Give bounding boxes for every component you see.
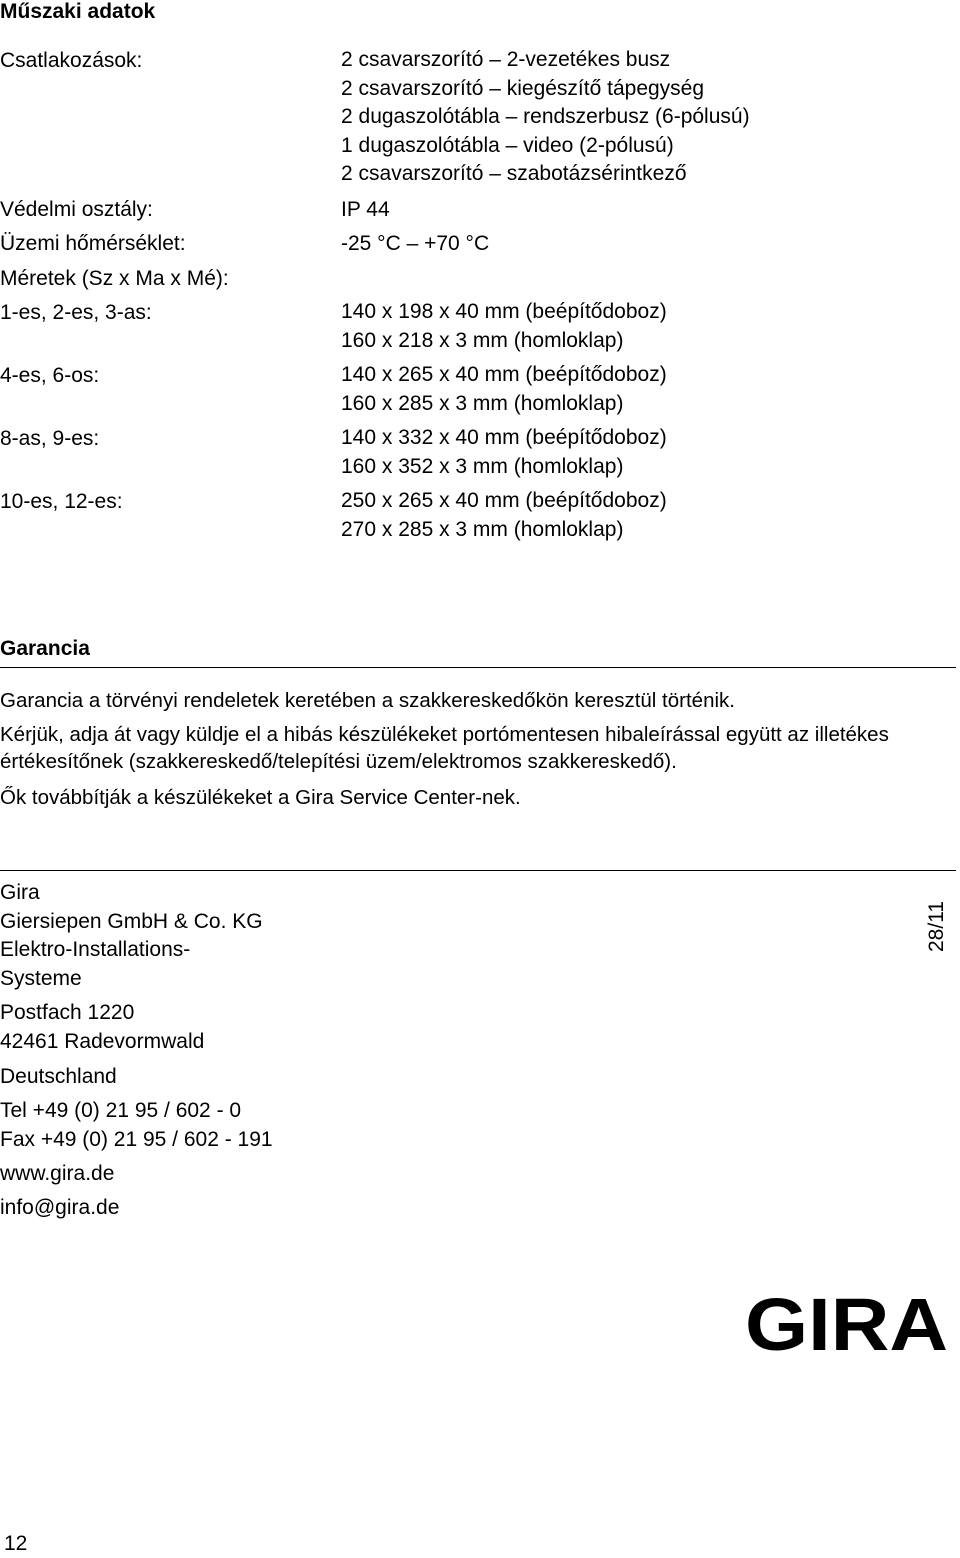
- dimension-line: 160 x 352 x 3 mm (homloklap): [341, 454, 624, 478]
- postal-block: [0, 999, 204, 1056]
- connection-item: 2 dugaszolótábla – rendszerbusz (6-pólusú): [341, 105, 750, 128]
- protection-value: IP 44: [341, 198, 390, 221]
- dimension-line: 160 x 218 x 3 mm (homloklap): [341, 328, 624, 352]
- document-code: 28/11: [925, 901, 948, 952]
- warranty-paragraph: Ők továbbítják a készülékeket a Gira Service Center-nek.: [0, 786, 521, 809]
- dimension-group-label: 10-es, 12-es:: [0, 490, 123, 513]
- postal-line: Postfach 1220: [0, 1001, 135, 1024]
- email-link[interactable]: info@gira.de: [0, 1196, 120, 1219]
- dimension-line: 270 x 285 x 3 mm (homloklap): [341, 517, 624, 541]
- page-number: 12: [4, 1532, 28, 1555]
- warranty-divider: [0, 667, 956, 668]
- company-line: Elektro-Installations-: [0, 938, 191, 961]
- dimension-group-values: [341, 424, 667, 481]
- connections-label: Csatlakozások:: [0, 49, 143, 72]
- logo-text: GIRA: [745, 1292, 948, 1354]
- country: Deutschland: [0, 1065, 117, 1088]
- dimension-group-values: [341, 487, 667, 544]
- warranty-paragraph: Garancia a törvényi rendeletek keretében a szakkereskedőkön keresztül történik.: [0, 689, 735, 712]
- connection-item: 1 dugaszolótábla – video (2-pólusú): [341, 133, 674, 157]
- temperature-label: Üzemi hőmérséklet:: [0, 232, 186, 255]
- dimension-line: 140 x 332 x 40 mm (beépítődoboz): [341, 426, 667, 449]
- temperature-value: -25 °C – +70 °C: [341, 232, 490, 255]
- warranty-paragraph: Kérjük, adja át vagy küldje el a hibás készülékeket portómentesen hibaleírással együtt az illetékes értékesítőnek (szakkereskedő/telepítési üzem/elektromos szakkereskedő).: [0, 723, 889, 773]
- company-line: Giersiepen GmbH & Co. KG: [0, 909, 263, 933]
- dimension-line: 250 x 265 x 40 mm (beépítődoboz): [341, 489, 667, 512]
- protection-label: Védelmi osztály:: [0, 198, 153, 221]
- dimension-group-label: 8-as, 9-es:: [0, 427, 100, 450]
- connection-item: 2 csavarszorító – szabotázsérintkező: [341, 162, 687, 185]
- company-block: [0, 879, 263, 993]
- dimension-group-label: 4-es, 6-os:: [0, 364, 100, 387]
- company-line: Systeme: [0, 966, 82, 990]
- connection-item: 2 csavarszorító – 2-vezetékes busz: [341, 48, 671, 71]
- gira-logo: [745, 1292, 950, 1354]
- connections-list: [341, 46, 750, 189]
- warranty-title: Garancia: [0, 637, 90, 660]
- phone-block: [0, 1097, 273, 1154]
- company-line: Gira: [0, 881, 40, 904]
- fax-line: Fax +49 (0) 21 95 / 602 - 191: [0, 1127, 273, 1151]
- dimensions-label: Méretek (Sz x Ma x Mé):: [0, 267, 229, 290]
- dimension-line: 140 x 198 x 40 mm (beépítődoboz): [341, 300, 667, 323]
- dimension-group-values: [341, 361, 667, 418]
- phone-line: Tel +49 (0) 21 95 / 602 - 0: [0, 1099, 242, 1122]
- dimension-line: 160 x 285 x 3 mm (homloklap): [341, 391, 624, 415]
- connection-item: 2 csavarszorító – kiegészítő tápegység: [341, 76, 705, 100]
- website-link[interactable]: www.gira.de: [0, 1162, 115, 1185]
- dimension-group-label: 1-es, 2-es, 3-as:: [0, 301, 152, 324]
- postal-line: 42461 Radevormwald: [0, 1029, 205, 1053]
- specs-title: Műszaki adatok: [0, 0, 156, 23]
- dimension-line: 140 x 265 x 40 mm (beépítődoboz): [341, 363, 667, 386]
- address-divider: [0, 870, 956, 871]
- dimension-group-values: [341, 298, 667, 355]
